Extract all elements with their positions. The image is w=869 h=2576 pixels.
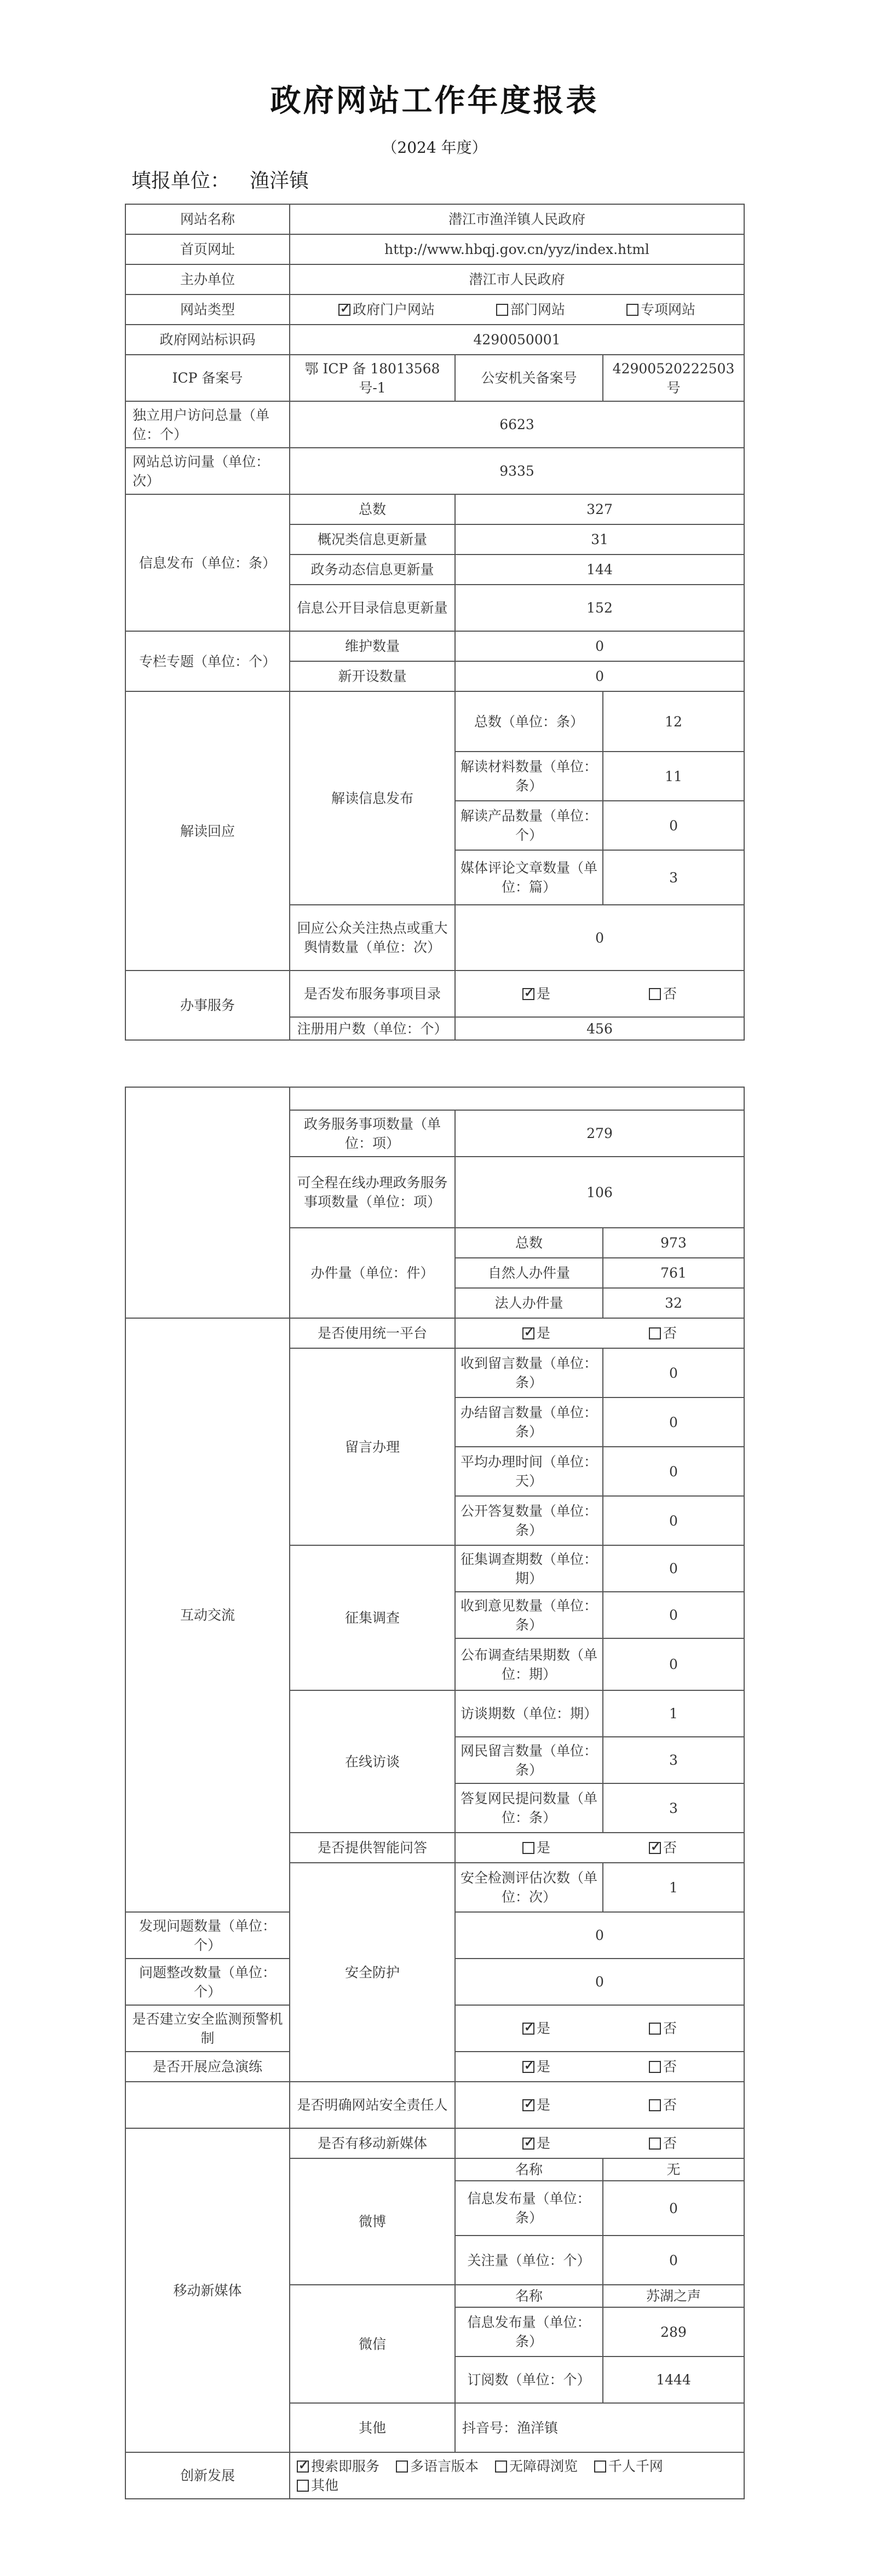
cell-value: 3	[603, 1783, 744, 1833]
section-label	[125, 2082, 290, 2128]
site-id-value: 4290050001	[290, 325, 744, 355]
checkbox[interactable]	[649, 2099, 661, 2111]
option-label: 是	[536, 1325, 550, 1341]
cell-label: 办结留言数量（单位：条）	[455, 1397, 603, 1447]
cell-label: 名称	[455, 2285, 603, 2307]
cell-label: 是否建立安全监测预警机制	[125, 2005, 290, 2052]
cell-value: 0	[455, 1959, 744, 2005]
cell-value: 0	[603, 801, 744, 850]
innovation-option[interactable]	[495, 2458, 578, 2474]
cell-value: 0	[455, 661, 744, 691]
cell-label: 总数	[290, 494, 455, 524]
type-option[interactable]	[496, 300, 565, 319]
option-label: 是	[536, 1840, 550, 1856]
report-year: （2024 年度）	[382, 138, 487, 157]
option-label: 搜索即服务	[311, 2458, 380, 2474]
cell-value: 327	[455, 494, 744, 524]
innovation-options	[290, 2452, 744, 2499]
cell-label: 是否发布服务事项目录	[290, 971, 455, 1017]
report-title: 政府网站工作年度报表	[270, 83, 599, 119]
cell-label: 自然人办件量	[455, 1258, 603, 1288]
cell-label: 网站总访问量（单位：次）	[125, 448, 290, 494]
cell-label: 名称	[455, 2158, 603, 2181]
cell-label: 独立用户访问总量（单位：个）	[125, 401, 290, 448]
cell-label: 法人办件量	[455, 1288, 603, 1318]
no-option[interactable]	[649, 2095, 677, 2115]
option-label: 否	[663, 2097, 677, 2113]
cell-label: 是否使用统一平台	[290, 1318, 455, 1348]
checkbox[interactable]	[522, 2023, 534, 2035]
cell-value: 106	[455, 1157, 744, 1228]
cell-label: 新开设数量	[290, 661, 455, 691]
yes-option[interactable]	[522, 1838, 550, 1857]
filing-unit-value: 渔洋镇	[250, 170, 309, 192]
cell-value: 1	[603, 1863, 744, 1912]
sub-section-label: 微博	[290, 2158, 455, 2285]
cell-label: 访谈期数（单位：期）	[455, 1690, 603, 1737]
option-label: 专项网站	[640, 302, 695, 317]
cell-label: 信息公开目录信息更新量	[290, 585, 455, 631]
yes-option[interactable]	[522, 2019, 550, 2038]
option-label: 是	[536, 2059, 550, 2075]
cell-value: 0	[603, 1592, 744, 1638]
cell-value: 0	[603, 1638, 744, 1690]
pv-value: 9335	[290, 448, 744, 494]
responsible-options	[455, 2082, 744, 2128]
cell-label: 可全程在线办理政务服务事项数量（单位：项）	[290, 1157, 455, 1228]
cell-value: 1444	[603, 2356, 744, 2403]
checkbox[interactable]	[649, 988, 661, 1000]
cell-value: 0	[455, 631, 744, 661]
cell-value: 0	[455, 1912, 744, 1959]
cell-label: 公布调查结果期数（单位：期）	[455, 1638, 603, 1690]
checkbox[interactable]	[338, 304, 350, 316]
checkbox[interactable]	[495, 2461, 507, 2473]
checkbox[interactable]	[522, 988, 534, 1000]
option-label: 否	[663, 2135, 677, 2151]
cell-label: 关注量（单位：个）	[455, 2236, 603, 2285]
cell-value: 279	[455, 1110, 744, 1157]
cell-label: 政务服务事项数量（单位：项）	[290, 1110, 455, 1157]
cell-value: 0	[603, 2181, 744, 2236]
cell-value: 0	[603, 1545, 744, 1592]
cell-value: 0	[603, 1397, 744, 1447]
cell-label: 主办单位	[125, 264, 290, 294]
option-label: 政府门户网站	[352, 302, 435, 317]
checkbox[interactable]	[649, 2138, 661, 2150]
cell-value: 苏湖之声	[603, 2285, 744, 2307]
cell-value: 973	[603, 1228, 744, 1258]
cell-value: 0	[455, 905, 744, 971]
innovation-option[interactable]	[396, 2458, 479, 2474]
sub-section-label: 其他	[290, 2403, 455, 2452]
checkbox[interactable]	[522, 1842, 534, 1854]
option-label: 部门网站	[510, 302, 565, 317]
innovation-option[interactable]	[594, 2458, 663, 2474]
no-option[interactable]	[649, 984, 677, 1003]
cell-value: 289	[603, 2307, 744, 2356]
host-value: 潜江市人民政府	[290, 264, 744, 294]
cell-value: 144	[455, 555, 744, 585]
cell-label: 总数（单位：条）	[455, 691, 603, 752]
no-option[interactable]	[649, 2057, 677, 2076]
no-option[interactable]	[649, 1324, 677, 1343]
cell-label: 订阅数（单位：个）	[455, 2356, 603, 2403]
cell-label: 是否有移动新媒体	[290, 2128, 455, 2158]
checkbox[interactable]	[522, 2061, 534, 2073]
cell-label: 安全检测评估次数（单位：次）	[455, 1863, 603, 1912]
option-label: 否	[663, 2059, 677, 2075]
cell-label: ICP 备案号	[125, 355, 290, 401]
cell-label: 回应公众关注热点或重大舆情数量（单位：次）	[290, 905, 455, 971]
drill-options	[455, 2052, 744, 2082]
filing-unit-label: 填报单位：	[131, 170, 231, 192]
option-label: 是	[536, 2135, 550, 2151]
innovation-option[interactable]	[297, 2477, 338, 2493]
sub-section-label: 征集调查	[290, 1545, 455, 1690]
cell-label: 政府网站标识码	[125, 325, 290, 355]
cell-label: 媒体评论文章数量（单位：篇）	[455, 850, 603, 905]
cell-label: 信息发布量（单位：条）	[455, 2307, 603, 2356]
cell-label: 是否开展应急演练	[125, 2052, 290, 2082]
section-label: 解读回应	[125, 691, 290, 971]
checkbox[interactable]	[594, 2461, 606, 2473]
ai-options	[455, 1833, 744, 1863]
section-label: 互动交流	[125, 1318, 290, 1912]
cell-label: 公安机关备案号	[455, 355, 603, 401]
publish-catalog-options	[455, 971, 744, 1017]
empty-cell	[290, 1087, 744, 1110]
checkbox[interactable]	[297, 2480, 309, 2492]
cell-label: 网民留言数量（单位：条）	[455, 1737, 603, 1783]
cell-value: 无	[603, 2158, 744, 2181]
cell-label: 政务动态信息更新量	[290, 555, 455, 585]
option-label: 其他	[311, 2477, 339, 2493]
option-label: 是	[536, 2020, 550, 2036]
option-label: 否	[663, 1325, 677, 1341]
cell-label: 信息发布量（单位：条）	[455, 2181, 603, 2236]
option-label: 否	[663, 1840, 677, 1856]
site-name-value: 潜江市渔洋镇人民政府	[290, 204, 744, 234]
uv-value: 6623	[290, 401, 744, 448]
cell-label: 维护数量	[290, 631, 455, 661]
police-value: 42900520222503 号	[603, 355, 744, 401]
type-option[interactable]	[626, 300, 695, 319]
checkbox[interactable]	[649, 2061, 661, 2073]
checkbox[interactable]	[649, 2023, 661, 2035]
option-label: 否	[663, 2020, 677, 2036]
option-label: 否	[663, 986, 677, 1002]
monitor-options	[455, 2005, 744, 2052]
checkbox[interactable]	[649, 1327, 661, 1339]
cell-value: 11	[603, 752, 744, 801]
option-label: 是	[536, 2097, 550, 2113]
cell-value: 0	[603, 2236, 744, 2285]
option-label: 是	[537, 986, 551, 1002]
cell-label: 发现问题数量（单位：个）	[125, 1912, 290, 1959]
cell-label: 网站类型	[125, 294, 290, 325]
checkbox[interactable]	[522, 1327, 534, 1339]
option-label: 千人千网	[608, 2458, 663, 2474]
platform-options	[455, 1318, 744, 1348]
cell-value: 0	[603, 1447, 744, 1496]
cell-value: 31	[455, 524, 744, 555]
cell-value: 0	[603, 1496, 744, 1545]
report-table-part2	[125, 1087, 745, 2499]
homepage-value: http://www.hbqj.gov.cn/yyz/index.html	[290, 234, 744, 264]
cell-label: 注册用户数（单位：个）	[290, 1017, 455, 1040]
section-label: 移动新媒体	[125, 2128, 290, 2452]
section-label: 专栏专题（单位：个）	[125, 631, 290, 691]
cell-value: 32	[603, 1288, 744, 1318]
cell-label: 答复网民提问数量（单位：条）	[455, 1783, 603, 1833]
cell-value: 0	[603, 1348, 744, 1397]
checkbox[interactable]	[297, 2461, 309, 2473]
yes-option[interactable]	[522, 1324, 550, 1343]
cell-label: 解读产品数量（单位：个）	[455, 801, 603, 850]
no-option[interactable]	[649, 1838, 677, 1857]
cell-label: 收到意见数量（单位：条）	[455, 1592, 603, 1638]
yes-option[interactable]	[522, 2057, 550, 2076]
yes-option[interactable]	[522, 2095, 550, 2115]
section-label: 办事服务	[125, 971, 290, 1040]
option-label: 无障碍浏览	[509, 2458, 578, 2474]
cell-value: 3	[603, 1737, 744, 1783]
cell-value: 761	[603, 1258, 744, 1288]
sub-section-label: 解读信息发布	[290, 691, 455, 905]
sub-section-label: 微信	[290, 2285, 455, 2403]
no-option[interactable]	[649, 2019, 677, 2038]
cell-value: 3	[603, 850, 744, 905]
cell-label: 收到留言数量（单位：条）	[455, 1348, 603, 1397]
cell-label: 总数	[455, 1228, 603, 1258]
site-type-options	[290, 294, 744, 325]
cell-value: 456	[455, 1017, 744, 1040]
sub-section-label: 在线访谈	[290, 1690, 455, 1833]
section-label: 安全防护	[290, 1863, 455, 2082]
cell-label: 解读材料数量（单位：条）	[455, 752, 603, 801]
checkbox[interactable]	[649, 1842, 661, 1854]
section-label: 创新发展	[125, 2452, 290, 2499]
cell-label: 平均办理时间（单位：天）	[455, 1447, 603, 1496]
cell-label: 首页网址	[125, 234, 290, 264]
section-label	[125, 1087, 290, 1318]
option-label: 多语言版本	[410, 2458, 479, 2474]
checkbox[interactable]	[496, 304, 508, 316]
cell-label: 办件量（单位：件）	[290, 1228, 455, 1318]
cell-label: 公开答复数量（单位：条）	[455, 1496, 603, 1545]
cell-value: 12	[603, 691, 744, 752]
yes-option[interactable]	[522, 984, 550, 1003]
cell-value: 152	[455, 585, 744, 631]
no-option[interactable]	[649, 2134, 677, 2153]
cell-label: 网站名称	[125, 204, 290, 234]
other-media-value: 抖音号：渔洋镇	[455, 2403, 744, 2452]
type-option[interactable]	[338, 300, 435, 319]
filing-unit	[131, 165, 309, 193]
checkbox[interactable]	[522, 2099, 534, 2111]
sub-section-label: 留言办理	[290, 1348, 455, 1545]
section-label: 信息发布（单位：条）	[125, 494, 290, 631]
checkbox[interactable]	[396, 2461, 408, 2473]
cell-label: 问题整改数量（单位：个）	[125, 1959, 290, 2005]
cell-label: 是否明确网站安全责任人	[290, 2082, 455, 2128]
report-table-part1	[125, 204, 745, 1041]
checkbox[interactable]	[626, 304, 638, 316]
cell-label: 征集调查期数（单位：期）	[455, 1545, 603, 1592]
innovation-option[interactable]	[297, 2458, 379, 2474]
cell-label: 是否提供智能问答	[290, 1833, 455, 1863]
cell-label: 概况类信息更新量	[290, 524, 455, 555]
icp-value: 鄂 ICP 备 18013568 号-1	[290, 355, 455, 401]
yes-option[interactable]	[522, 2134, 550, 2153]
media-options	[455, 2128, 744, 2158]
cell-value: 1	[603, 1690, 744, 1737]
checkbox[interactable]	[522, 2138, 534, 2150]
